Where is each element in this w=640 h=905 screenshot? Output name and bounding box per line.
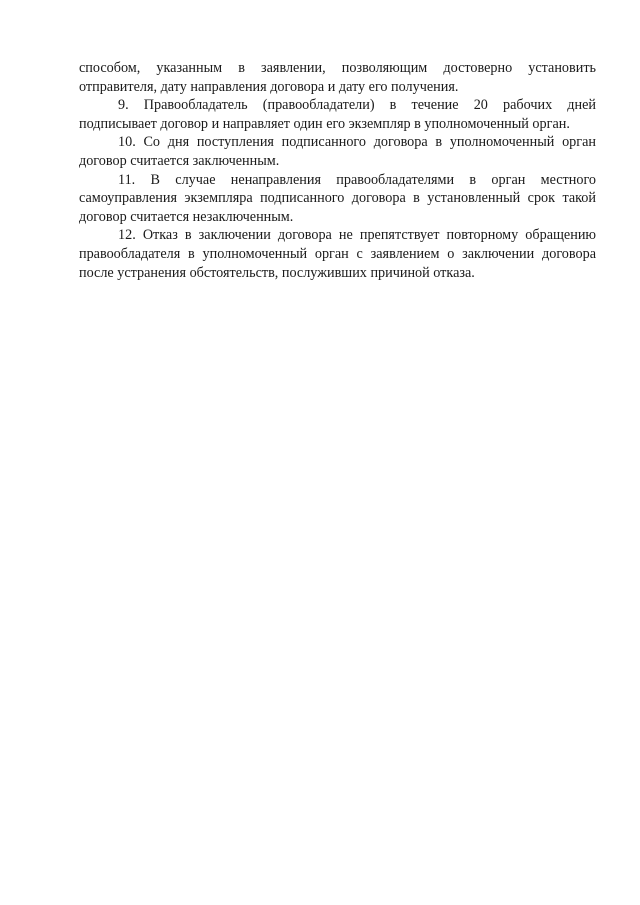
paragraph-11 — [79, 171, 596, 227]
paragraph-text: Со дня поступления подписанного договора в уполномоченный орган договор считается заключенным. — [79, 134, 596, 169]
paragraph-number: 12. — [118, 227, 136, 244]
paragraph-9 — [79, 96, 596, 133]
paragraph-text: В случае ненаправления правообладателями в орган местного самоуправления экземпляра подписанного договора в установленный срок такой договор считается незаключенным. — [79, 171, 597, 225]
document-body — [79, 59, 596, 282]
paragraph-number: 9. — [118, 97, 129, 114]
paragraph-continuation — [79, 59, 596, 96]
paragraph-12 — [79, 226, 596, 282]
paragraph-text: Правообладатель (правообладатели) в течение 20 рабочих дней подписывает договор и направляет один его экземпляр в уполномоченный орган. — [79, 97, 597, 132]
paragraph-number: 11. — [118, 171, 136, 188]
paragraph-10 — [79, 133, 596, 170]
paragraph-text: способом, указанным в заявлении, позволяющим достоверно установить отправителя, дату направления договора и дату его получения. — [79, 60, 596, 95]
paragraph-text: Отказ в заключении договора не препятствует повторному обращению правообладателя в уполномоченный орган с заявлением о заключении договора после устранения обстоятельств, послуживших причиной отказа. — [79, 227, 597, 281]
paragraph-number: 10. — [118, 134, 136, 151]
